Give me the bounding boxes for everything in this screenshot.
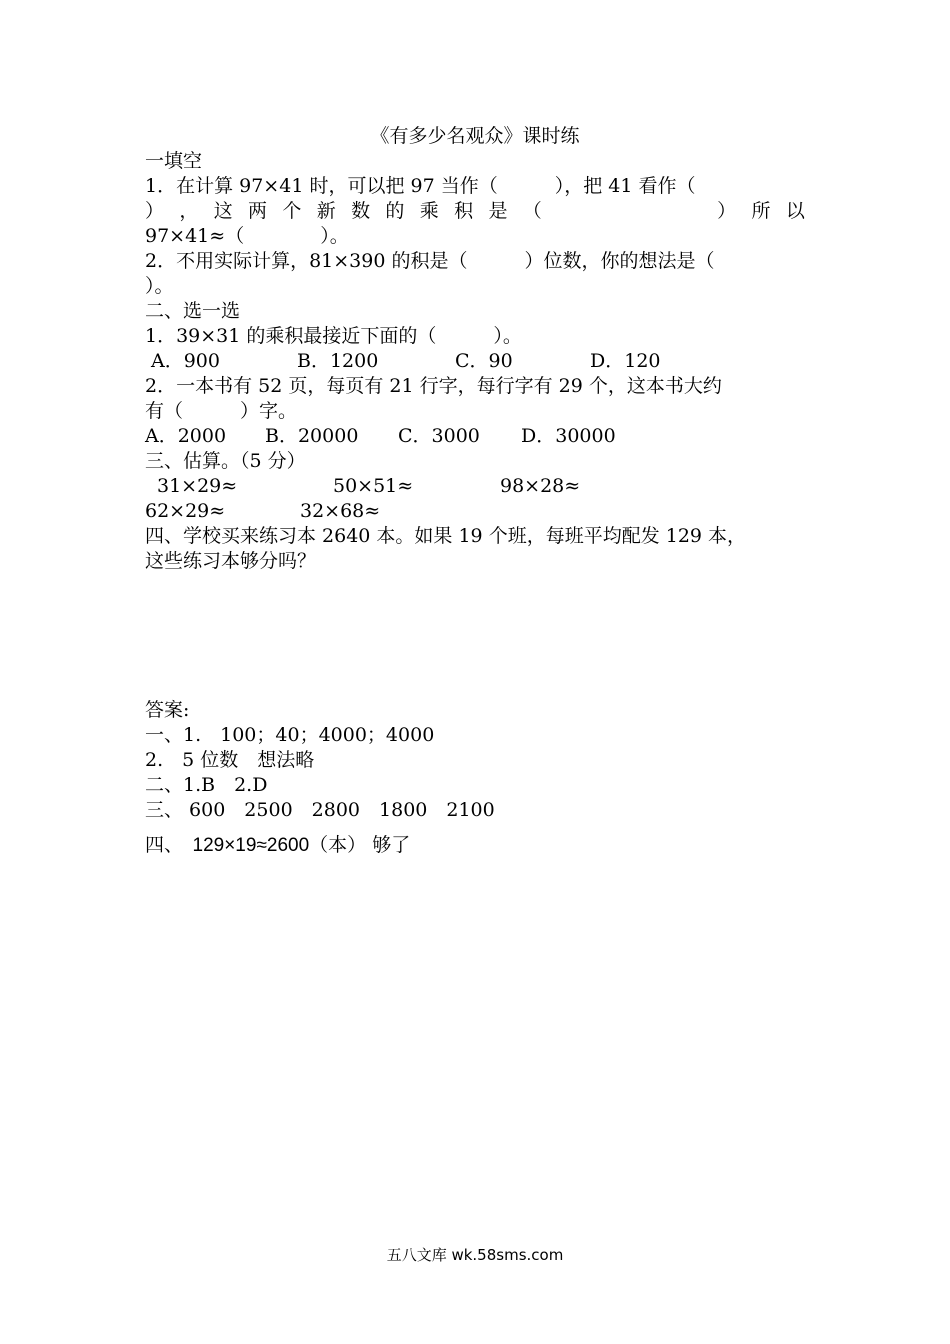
choice-option: D．30000 <box>521 425 616 447</box>
q1-part: （ <box>522 200 542 222</box>
q1-part: ） <box>717 200 737 222</box>
estimate-item: 31×29≈ <box>157 475 238 497</box>
fill-blank-q2-line1: 2．不用实际计算，81×390 的积是（ ）位数，你的想法是（ <box>145 250 715 272</box>
fill-blank-q1-line2 <box>145 199 805 224</box>
answer-line-4: 三、 600 2500 2800 1800 2100 <box>145 799 495 821</box>
answer-5-expression: 129×19≈2600 <box>192 835 310 856</box>
choice-option: B．1200 <box>297 350 379 372</box>
q1-part: 个 <box>282 200 302 222</box>
choice-option: A．900 <box>151 350 220 372</box>
choice-option: C．3000 <box>398 425 480 447</box>
q1-part: 所 <box>751 200 771 222</box>
answer-line-5 <box>145 833 410 858</box>
choice-option: C．90 <box>455 350 513 372</box>
q1-part: 积 <box>454 200 474 222</box>
estimate-item: 62×29≈ <box>145 500 226 522</box>
page-title: 《有多少名观众》课时练 <box>370 125 580 147</box>
answer-line-3: 二、1.B 2.D <box>145 774 268 796</box>
answers-heading: 答案: <box>145 699 190 721</box>
estimate-row-1 <box>145 474 745 499</box>
fill-blank-q2-line2: ）。 <box>145 275 174 297</box>
q1-part: ， <box>179 200 199 222</box>
answer-line-2: 2. 5 位数 想法略 <box>145 749 315 771</box>
q1-part: 新 <box>316 200 336 222</box>
q1-part: 这 <box>213 200 233 222</box>
section-estimate-heading: 三、估算。（5 分） <box>145 450 306 472</box>
answer-5-suffix: （本） 够了 <box>309 834 411 856</box>
fill-blank-q1-line3: 97×41≈（ ）。 <box>145 225 349 247</box>
estimate-row-2 <box>145 499 745 524</box>
choice-q1-options <box>145 349 745 374</box>
estimate-item: 50×51≈ <box>333 475 414 497</box>
choice-option: A．2000 <box>145 425 227 447</box>
page-footer: 五八文库 wk.58sms.com <box>386 1246 564 1264</box>
estimate-item: 98×28≈ <box>500 475 581 497</box>
q1-part: 是 <box>488 200 508 222</box>
fill-blank-q1-line1: 1．在计算 97×41 时，可以把 97 当作（ ），把 41 看作（ <box>145 175 696 197</box>
word-problem-line2: 这些练习本够分吗？ <box>145 550 317 572</box>
answer-5-prefix: 四、 <box>145 834 193 856</box>
answer-line-1: 一、1. 100；40；4000；4000 <box>145 724 435 746</box>
estimate-item: 32×68≈ <box>300 500 381 522</box>
section-choice-heading: 二、选一选 <box>145 300 241 322</box>
choice-q2-line2: 有（ ）字。 <box>145 400 298 422</box>
q1-part: 数 <box>351 200 371 222</box>
q1-part: 以 <box>785 200 805 222</box>
choice-option: D．120 <box>590 350 661 372</box>
choice-q2-line1: 2．一本书有 52 页，每页有 21 行字，每行字有 29 个，这本书大约 <box>145 375 722 397</box>
q1-part: ） <box>145 200 165 222</box>
word-problem-line1: 四、学校买来练习本 2640 本。如果 19 个班，每班平均配发 129 本， <box>145 525 747 547</box>
q1-part: 乘 <box>419 200 439 222</box>
q1-part: 两 <box>248 200 268 222</box>
section-fill-blank-heading: 一填空 <box>145 150 203 172</box>
choice-q1: 1．39×31 的乘积最接近下面的（ ）。 <box>145 325 522 347</box>
choice-q2-options <box>145 424 745 449</box>
q1-part: 的 <box>385 200 405 222</box>
choice-option: B．20000 <box>265 425 359 447</box>
